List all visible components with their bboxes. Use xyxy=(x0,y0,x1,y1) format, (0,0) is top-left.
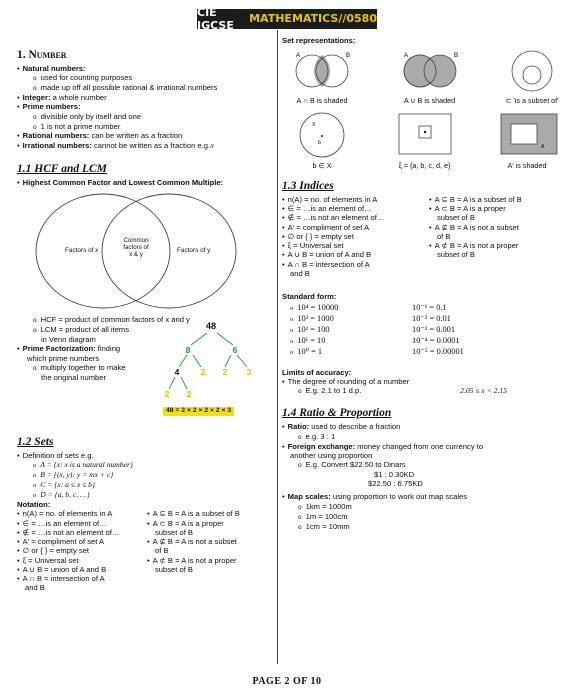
accuracy-eg: o E.g. 2.1 to 1 d.p. xyxy=(298,386,361,396)
std-right-2: 10⁻³ = 0.001 xyxy=(412,325,456,335)
tree-l2-c: 2 xyxy=(222,367,228,378)
indices-section-title: 1.3 Indices xyxy=(282,179,334,192)
std-left-0: o 10⁴ = 10000 xyxy=(290,303,412,314)
set-def-b: o B = {(x, y): y = mx + c} xyxy=(17,470,273,480)
setrep-intersection xyxy=(282,47,362,106)
label-b-1: B xyxy=(346,53,351,60)
indices-left-0: • n(A) = no. of elements in A xyxy=(282,195,427,204)
tree-l1-a: 8 xyxy=(185,345,191,356)
label-a-comp: A xyxy=(541,144,545,151)
prime-sub-2: o 1 is not a prime number xyxy=(17,122,273,132)
notation-label: Notation: xyxy=(17,500,51,510)
lcm-line-2: in Venn diagram xyxy=(41,335,96,345)
irrational-line: • Irrational numbers: cannot be written as a fraction e.g.π xyxy=(17,141,273,150)
notation-right xyxy=(143,509,273,592)
ratio-line: • Ratio: used to describe a fraction xyxy=(282,422,567,431)
accuracy-example xyxy=(282,386,567,396)
setrep-row-2 xyxy=(282,110,567,171)
set-def-a: o A = {x: x is a natural number} xyxy=(17,460,273,470)
accuracy-range: 2.05 ≤ x < 2.15 xyxy=(460,386,507,396)
header-highlight: MATHEMATICS//0580 xyxy=(249,12,377,26)
caption-intersection: A ∩ B is shaded xyxy=(296,96,348,106)
indices-left-1: • ∈ = …is an element of… xyxy=(282,204,427,213)
tree-l2-b: 2 xyxy=(200,367,206,378)
right-column xyxy=(282,36,567,531)
tree-l3-b: 2 xyxy=(186,389,192,400)
caption-universal: ξ = {a, b, c, d, e} xyxy=(398,161,451,171)
notation-block xyxy=(17,509,273,592)
natural-sub-1: o used for counting purposes xyxy=(17,73,273,83)
indices-left-2: • ∉ = …is not an element of… xyxy=(282,213,427,222)
std-right-4: 10⁻⁵ = 0.00001 xyxy=(412,347,464,357)
tree-l2-d: 3 xyxy=(246,367,252,378)
std-left-2: o 10² = 100 xyxy=(290,325,412,336)
prime-sub-1: o divisible only by itself and one xyxy=(17,112,273,122)
natural-sub-2: o made up off all possible rational & irrational numbers xyxy=(17,83,273,93)
sets-section-title: 1.2 Sets xyxy=(17,436,54,449)
indices-right-1: • A ⊂ B = A is a proper xyxy=(429,204,567,213)
integer-line: • Integer: a whole number xyxy=(17,93,273,102)
standard-form-left xyxy=(282,303,412,358)
fx-calc-1: $1 : 0.30KD xyxy=(374,469,415,479)
notation-right-3: • A ⊈ B = A is not a subset xyxy=(147,537,273,546)
tree-l3-a: 2 xyxy=(164,389,170,400)
pf-line-4: the original number xyxy=(41,372,107,382)
set-def-c: o C = {x: a ≤ x ≤ b} xyxy=(17,480,273,490)
notation-left-3: • A′ = compliment of set A xyxy=(17,537,143,546)
left-column xyxy=(17,38,273,593)
prime-factor-block xyxy=(17,315,273,433)
map-item-0: o 1km = 1000m xyxy=(282,502,567,512)
indices-left-8: and B xyxy=(290,268,310,278)
indices-left-5: • ξ = Universal set xyxy=(282,241,427,250)
tree-result: 48 = 2 × 2 × 2 × 2 × 3 xyxy=(163,407,234,415)
venn-left-label: Factors of x xyxy=(65,247,99,255)
set-def-d: o D = {a, b, c, …} xyxy=(17,490,273,500)
notation-left-4: • ∅ or { } = empty set xyxy=(17,546,143,555)
tree-l2-a: 4 xyxy=(174,367,180,378)
standard-form-table xyxy=(282,303,567,358)
notation-left xyxy=(17,509,143,592)
sets-def-label: • Definition of sets e.g. xyxy=(17,451,273,460)
standard-form-label: Standard form: xyxy=(282,292,337,302)
indices-left-4: • ∅ or { } = empty set xyxy=(282,232,427,241)
notation-right-0: • A ⊆ B = A is a subset of B xyxy=(147,509,273,518)
map-item-1: o 1m = 100cm xyxy=(282,512,567,522)
indices-left-3: • A′ = compliment of set A xyxy=(282,223,427,232)
fx-line-1: • Foreign exchange: money changed from one currency to xyxy=(282,442,567,451)
std-right-1: 10⁻² = 0.01 xyxy=(412,314,451,324)
rational-line: • Rational numbers: can be written as a fraction xyxy=(17,131,273,140)
indices-right-0: • A ⊆ B = A is a subset of B xyxy=(429,195,567,204)
map-item-2: o 1cm = 10mm xyxy=(282,522,567,532)
indices-right-2: subset of B xyxy=(436,213,475,223)
std-right-3: 10⁻⁴ = 0.0001 xyxy=(412,336,460,346)
indices-notation-block xyxy=(282,195,567,278)
caption-element: b ∈ X xyxy=(312,161,332,171)
fx-eg: o E.g. Convert $22.50 to Dinars xyxy=(282,460,567,470)
indices-right xyxy=(427,195,567,278)
indices-left-7: • A ∩ B = intersection of A xyxy=(282,260,427,269)
label-a-2: A xyxy=(403,53,408,60)
column-divider xyxy=(277,30,278,664)
label-b-elem: b xyxy=(318,140,321,147)
notation-right-5: • A ⊄ B = A is not a proper xyxy=(147,556,273,565)
indices-right-3: • A ⊈ B = A is not a subset xyxy=(429,223,567,232)
indices-left-6: • A ∪ B = union of A and B xyxy=(282,250,427,259)
notation-left-8: and B xyxy=(25,583,45,593)
label-a-1: A xyxy=(296,53,301,60)
header-prefix: CIE IGCSE xyxy=(197,5,234,32)
section-number-title: 1. Number xyxy=(17,49,67,61)
notation-left-0: • n(A) = no. of elements in A xyxy=(17,509,143,518)
label-b-2: B xyxy=(453,53,458,60)
std-left-1: o 10³ = 1000 xyxy=(290,314,412,325)
pf-line-1: • Prime Factorization: finding xyxy=(17,344,273,353)
intersection-svg xyxy=(282,47,362,95)
factor-tree xyxy=(157,317,273,417)
hcf-line: o HCF = product of common factors of x and y xyxy=(17,315,273,325)
hcf-section-title: 1.1 HCF and LCM xyxy=(17,162,107,175)
notation-right-4: of B xyxy=(155,546,169,556)
lcm-line-1: o LCM = product of all items xyxy=(17,325,273,335)
hcf-subtitle: • Highest Common Factor and Lowest Common Multiple: xyxy=(17,178,273,187)
setrep-row-1 xyxy=(282,47,567,106)
std-left-3: o 10¹ = 10 xyxy=(290,336,412,347)
pf-line-2: which prime numbers xyxy=(27,353,100,363)
natural-numbers-heading: • Natural numbers: xyxy=(17,64,273,73)
prime-heading: • Prime numbers: xyxy=(17,102,273,111)
fx-calc-2: $22.50 : 6.75KD xyxy=(368,479,423,489)
notation-right-1: • A ⊂ B = A is a proper xyxy=(147,519,273,528)
fx-line-2: another using proportion xyxy=(290,450,373,460)
ratio-section-title: 1.4 Ratio & Proportion xyxy=(282,407,392,420)
setrep-union xyxy=(390,47,470,106)
accuracy-text: • The degree of rounding of a number xyxy=(282,377,567,386)
indices-right-5: • A ⊄ B = A is not a proper xyxy=(429,241,567,250)
standard-form-right xyxy=(412,303,464,358)
ratio-eg: o e.g. 3 : 1 xyxy=(282,432,567,442)
notation-left-7: • A ∩ B = intersection of A xyxy=(17,574,143,583)
label-x: X xyxy=(312,122,316,129)
factors-venn-diagram xyxy=(17,191,273,311)
caption-union: A ∪ B is shaded xyxy=(403,96,456,106)
accuracy-label: Limits of accuracy: xyxy=(282,367,352,377)
pf-line-3: o multiply together to make xyxy=(17,363,273,373)
std-right-0: 10⁻¹ = 0.1 xyxy=(412,303,447,313)
indices-left xyxy=(282,195,427,278)
setrep-title: Set representations: xyxy=(282,36,356,45)
indices-right-4: of B xyxy=(436,231,451,241)
tree-root: 48 xyxy=(205,321,217,332)
notation-left-5: • ξ = Universal set xyxy=(17,556,143,565)
union-svg xyxy=(390,47,470,95)
notation-left-1: • ∈ = …is an element of… xyxy=(17,519,143,528)
element-svg xyxy=(282,110,362,160)
page-footer: PAGE 2 OF 10 xyxy=(252,676,322,687)
notation-right-6: subset of B xyxy=(155,564,193,574)
factor-tree-branches xyxy=(169,333,247,389)
complement-svg xyxy=(487,110,567,160)
setrep-subset xyxy=(497,47,567,106)
venn-right-label: Factors of y xyxy=(177,247,211,255)
caption-complement: A′ is shaded xyxy=(507,161,547,171)
venn-mid-label: Common factors of x & y xyxy=(123,237,149,259)
notation-right-2: subset of B xyxy=(155,527,193,537)
universal-svg xyxy=(385,110,465,160)
tree-l1-b: 6 xyxy=(232,345,238,356)
caption-subset: ⊂ 'is a subset of' xyxy=(505,96,559,106)
indices-right-6: subset of B xyxy=(436,250,475,260)
subset-svg xyxy=(497,47,567,95)
notation-left-6: • A ∪ B = union of A and B xyxy=(17,565,143,574)
setrep-complement xyxy=(487,110,567,171)
setrep-universal xyxy=(385,110,465,171)
page-header-banner xyxy=(197,5,377,32)
std-left-4: o 10⁰ = 1 xyxy=(290,347,412,358)
notation-left-2: • ∉ = …is not an element of… xyxy=(17,528,143,537)
map-line: • Map scales: using proportion to work out map scales xyxy=(282,492,567,501)
setrep-element xyxy=(282,110,362,171)
